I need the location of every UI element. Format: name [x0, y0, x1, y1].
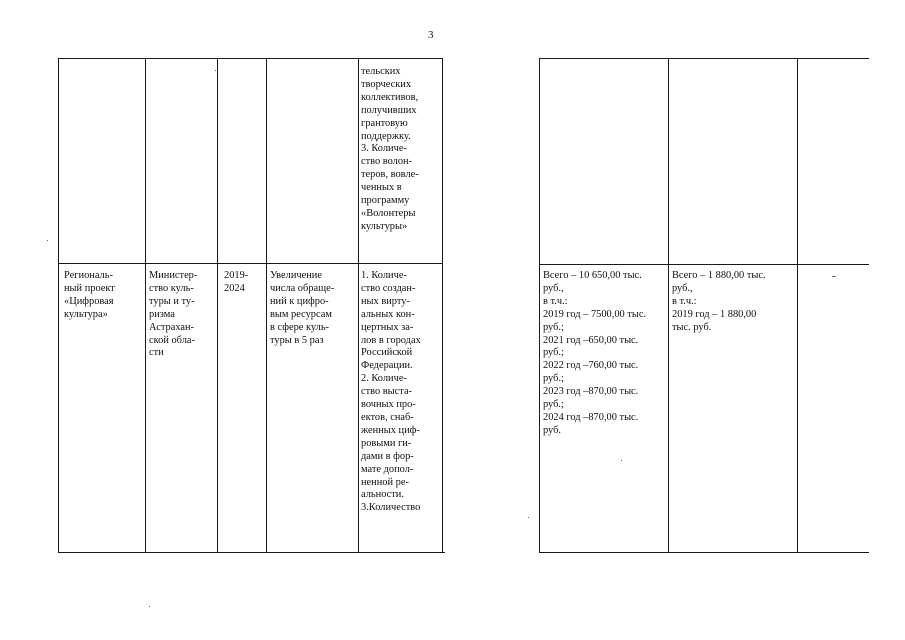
- funding-total-text: Всего – 10 650,00 тыс. руб., в т.ч.: 2019 год – 7500,00 тыс. руб.; 2021 год –650,00 тыс. руб.; 2022 год –760,00 тыс. руб.; 2023 год –870,00 тыс. руб.; 2024 год –870,00 тыс. руб.: [543, 270, 647, 436]
- funding-regional-text: Всего – 1 880,00 тыс. руб., в т.ч.: 2019 год – 1 880,00 тыс. руб.: [672, 270, 766, 333]
- left-table-top-border: [58, 58, 443, 59]
- right-col-divider-2: [668, 58, 669, 553]
- left-table-mid-border: [58, 263, 443, 264]
- indicators-text: 1. Количе- ство создан- ных вирту- альных кон- цертных за- лов в городах Российской Федерации. 2. Количе- ство выста- вочных про- ектов, снаб- женных циф- ровыми ги- дами в фор- мате допол- ненной ре- альности. 3.Количество: [361, 270, 421, 514]
- right-col-divider-1: [539, 58, 540, 553]
- scan-speck: [47, 240, 48, 241]
- cell-goal: [270, 270, 358, 347]
- cell-executor: [149, 270, 216, 360]
- right-table-mid-border: [539, 264, 869, 265]
- right-table-top-border: [539, 58, 869, 59]
- left-col-divider-5: [358, 58, 359, 553]
- cell-period: [224, 270, 262, 296]
- cell-indicators: [361, 270, 443, 515]
- period-text: 2019- 2024: [224, 270, 249, 294]
- left-col-divider-4: [266, 58, 267, 553]
- scan-speck: [528, 517, 529, 518]
- right-table-bottom-border: [539, 552, 869, 553]
- left-table-bottom-border: [58, 552, 445, 553]
- project-text: Региональ- ный проект «Цифровая культура»: [64, 270, 115, 320]
- last-column-dash: -: [832, 270, 836, 282]
- cell-funding-regional: [672, 270, 797, 335]
- executor-text: Министер- ство куль- туры и ту- ризма Астрахан- ской обла- сти: [149, 270, 198, 359]
- goal-text: Увеличение числа обраще- ний к цифро- вым ресурсам в сфере куль- туры в 5 раз: [270, 270, 335, 346]
- left-col-divider-1: [58, 58, 59, 553]
- scan-speck: [149, 606, 150, 607]
- right-col-divider-3: [797, 58, 798, 553]
- page-number: 3: [428, 29, 434, 41]
- scan-speck: [215, 70, 216, 71]
- left-col-divider-3: [217, 58, 218, 553]
- scan-speck: [621, 460, 622, 461]
- cell-indicators-continued: [361, 66, 441, 234]
- indicators-continued-text: тельских творческих коллективов, получивших грантовую поддержку. 3. Количе- ство волон- теров, вовле- ченных в программу «Волонтеры культуры»: [361, 66, 419, 232]
- cell-funding-total: [543, 270, 668, 438]
- cell-project: [64, 270, 142, 322]
- left-col-divider-2: [145, 58, 146, 553]
